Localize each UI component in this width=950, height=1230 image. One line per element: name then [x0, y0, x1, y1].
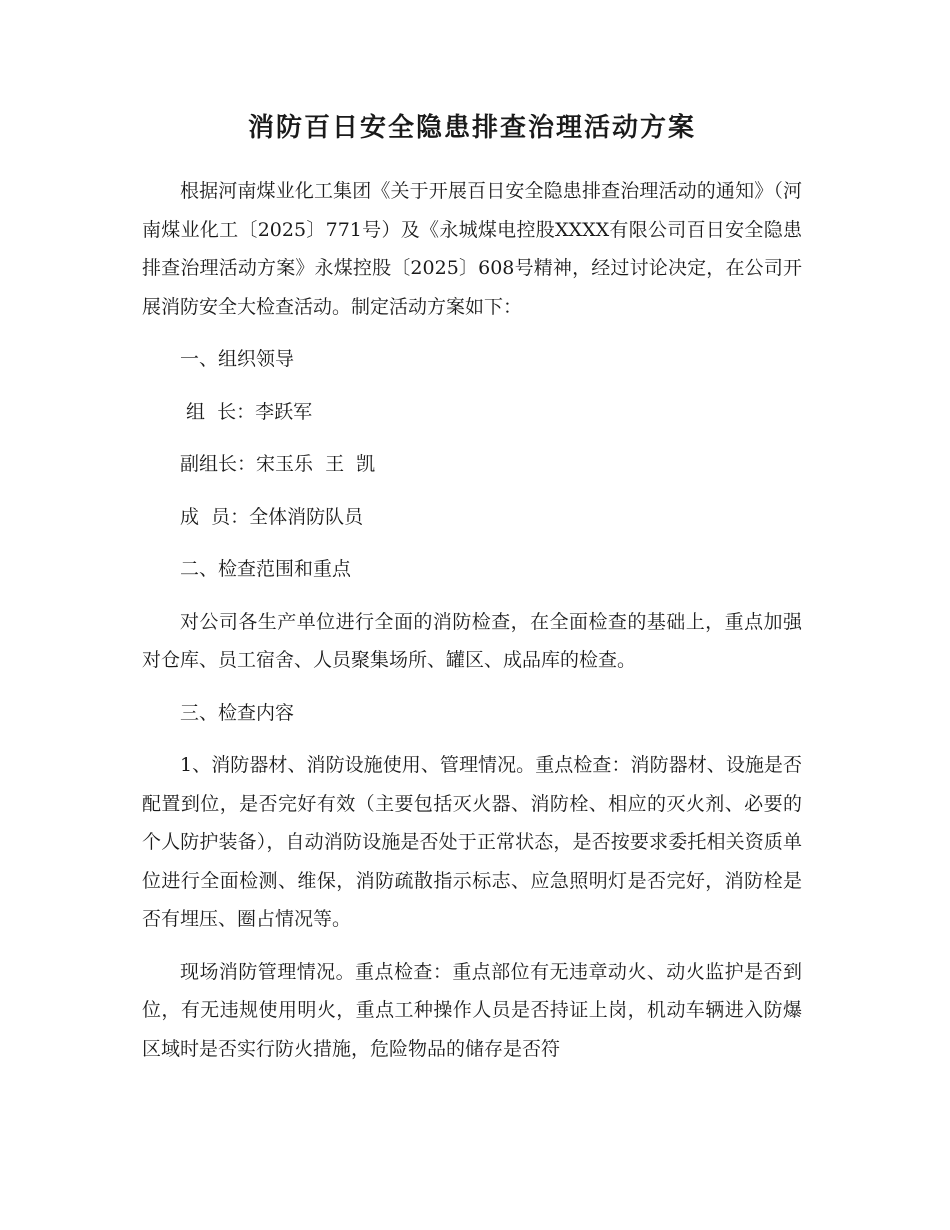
document-title: 消防百日安全隐患排查治理活动方案: [247, 113, 696, 143]
leader-line: 组 长：李跃军: [180, 400, 313, 423]
document-page: [142, 108, 802, 1082]
section-heading-scope: 二、检查范围和重点: [180, 558, 352, 580]
content-item-1: 1、消防器材、消防设施使用、管理情况。重点检查：消防器材、设施是否配置到位，是否完好有效（主要包括灭火器、消防栓、相应的灭火剂、必要的个人防护装备），自动消防设施是否处于正常状态，是否按要求委托相关资质单位进行全面检测、维保，消防疏散指示标志、应急照明灯是否完好，消防栓是否有埋压、圈占情况等。: [142, 754, 802, 930]
scope-paragraph: 对公司各生产单位进行全面的消防检查，在全面检查的基础上，重点加强对仓库、员工宿舍、人员聚集场所、罐区、成品库的检查。: [142, 610, 802, 671]
intro-paragraph: 根据河南煤业化工集团《关于开展百日安全隐患排查治理活动的通知》（河南煤业化工〔2025〕771号）及《永城煤电控股XXXX有限公司百日安全隐患排查治理活动方案》永煤控股〔2025〕608号精神，经过讨论决定，在公司开展消防安全大检查活动。制定活动方案如下：: [142, 180, 802, 318]
members-line: 成 员：全体消防队员: [180, 505, 364, 528]
section-heading-organization: 一、组织领导: [180, 348, 295, 370]
deputy-leader-line: 副组长：宋玉乐 王 凯: [180, 453, 376, 475]
section-heading-content: 三、检查内容: [180, 701, 295, 724]
content-item-2: 现场消防管理情况。重点检查：重点部位有无违章动火、动火监护是否到位，有无违规使用明火，重点工种操作人员是否持证上岗，机动车辆进入防爆区域时是否实行防火措施，危险物品的储存是否符: [142, 960, 802, 1060]
